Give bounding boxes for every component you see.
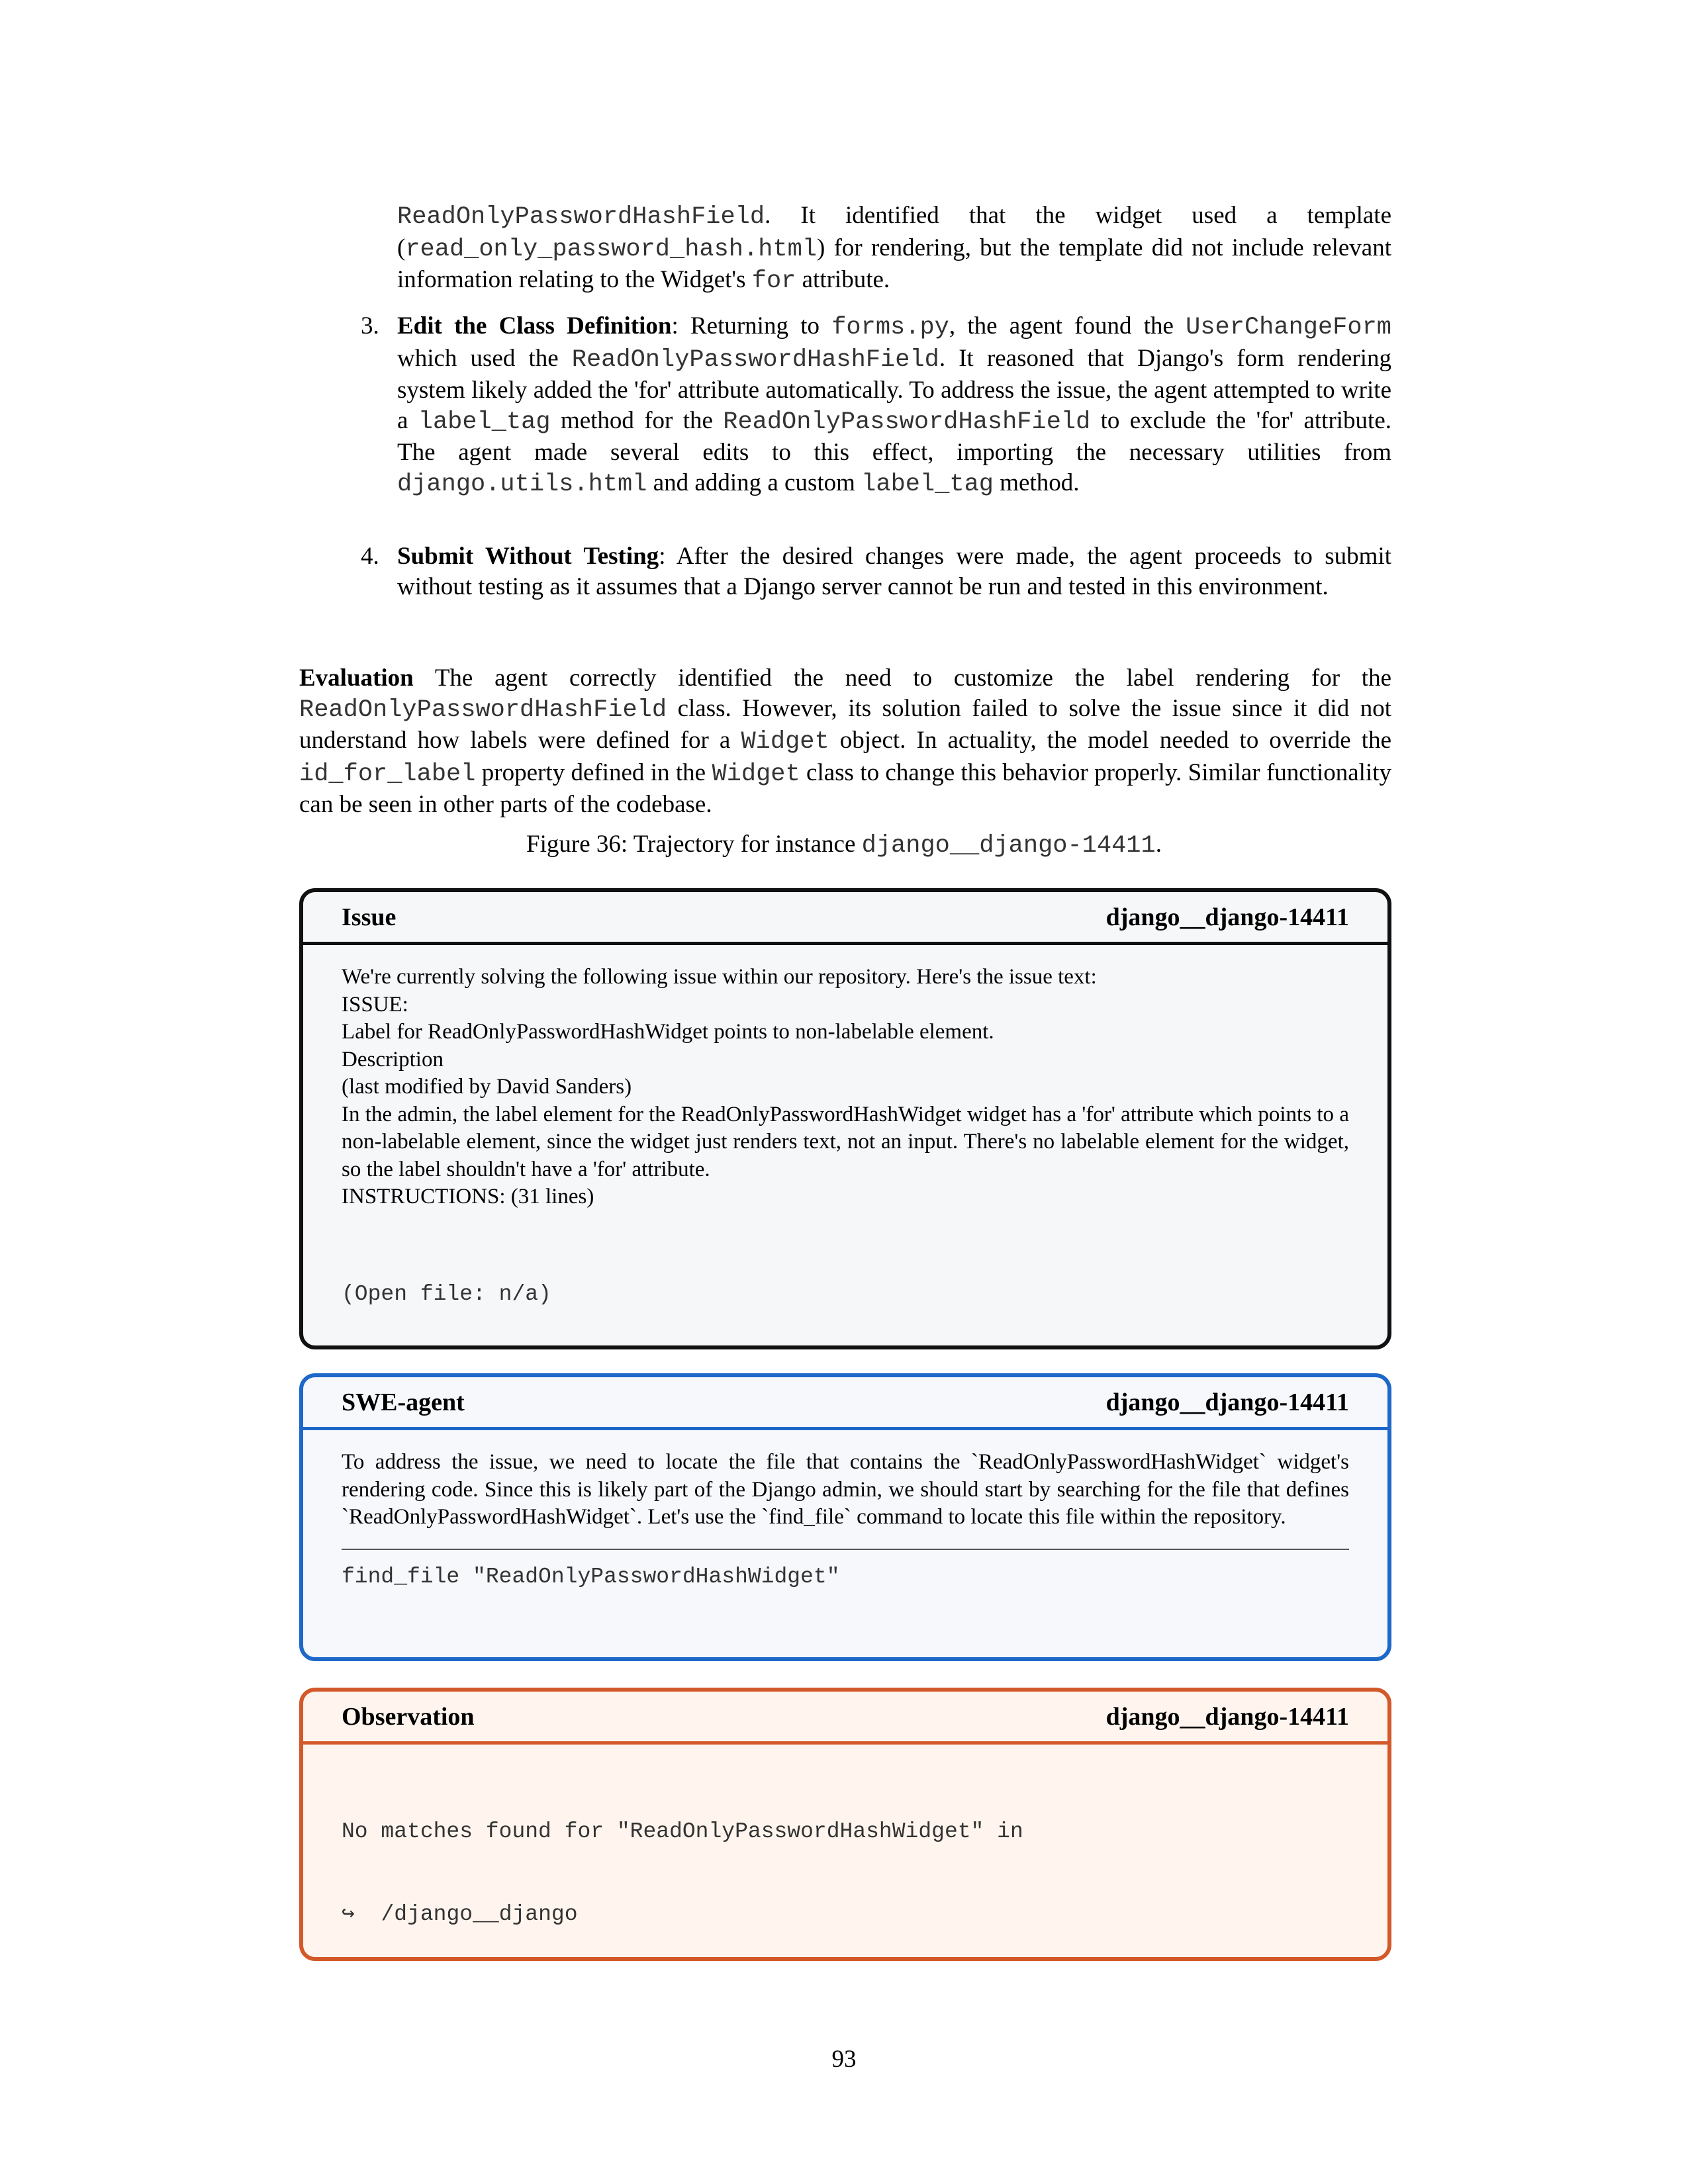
- code-span: ReadOnlyPasswordHashField: [299, 696, 667, 724]
- evaluation-paragraph: Evaluation The agent correctly identified the need to customize the label rendering for the ReadOnlyPasswordHashField class. However, its solution failed to solve the issue since it did not understand how labels were defined for a Widget object. In actuality, the model needed to override the id_for_label property defined in the Widget class to change this behavior properly. Similar functionality can be seen in other parts of the codebase.: [299, 664, 1391, 819]
- issue-line: We're currently solving the following issue within our repository. Here's the issue text:: [342, 965, 1097, 989]
- continued-list-paragraph: ReadOnlyPasswordHashField. It identified that the widget used a template (read_only_password_hash.html) for rendering, but the template did not include relevant information relating to the Widget's for attribute.: [397, 202, 1391, 296]
- code-span: django.utils.html: [397, 470, 647, 498]
- observation-box-body: [303, 1745, 1387, 1961]
- divider: [342, 1549, 1349, 1550]
- figure-caption: Figure 36: Trajectory for instance django__django-14411.: [526, 831, 1162, 860]
- code-span: ReadOnlyPasswordHashField: [397, 203, 765, 231]
- agent-box-header: [303, 1377, 1387, 1430]
- observation-output: [342, 1763, 1349, 1961]
- issue-paragraph: In the admin, the label element for the ReadOnlyPasswordHashWidget widget has a 'for' attribute which points to a non-labelable element, since the widget just renders text, not an input. There's no labelable element for the widget, so the label shouldn't have a 'for' attribute.: [342, 1102, 1349, 1181]
- issue-instructions: INSTRUCTIONS: (31 lines): [342, 1185, 594, 1208]
- code-span: forms.py: [831, 314, 949, 341]
- list-item-heading: Submit Without Testing: [397, 543, 659, 570]
- code-span: for: [751, 267, 796, 296]
- instance-id: django__django-14411: [1105, 903, 1349, 931]
- issue-line: Description: [342, 1047, 444, 1071]
- code-span: UserChangeForm: [1186, 314, 1391, 341]
- issue-line: (last modified by David Sanders): [342, 1075, 632, 1099]
- code-span: label_tag: [861, 470, 994, 498]
- instance-id: django__django-14411: [1105, 1388, 1349, 1416]
- code-span: django__django-14411: [861, 832, 1156, 860]
- agent-thought: To address the issue, we need to locate the file that contains the `ReadOnlyPasswordHashWidget` widget's rendering code. Since this is likely part of the Django admin, we should start by searching for the file that defines `ReadOnlyPasswordHashWidget`. Let's use the `find_file` command to locate this file within the repository.: [342, 1450, 1349, 1529]
- instance-id: django__django-14411: [1105, 1702, 1349, 1731]
- code-line: ↪ /django__django: [342, 1901, 578, 1927]
- list-number: 3.: [361, 312, 379, 340]
- agent-command: find_file "ReadOnlyPasswordHashWidget": [342, 1564, 840, 1589]
- code-span: Widget: [741, 728, 829, 756]
- code-span: Widget: [712, 760, 800, 788]
- code-span: label_tag: [418, 408, 551, 436]
- issue-line: ISSUE:: [342, 992, 408, 1017]
- evaluation-heading: Evaluation: [299, 664, 414, 692]
- code-span: ReadOnlyPasswordHashField: [571, 345, 939, 374]
- swe-agent-box: [299, 1373, 1391, 1661]
- code-span: ReadOnlyPasswordHashField: [723, 408, 1091, 436]
- list-item-heading: Edit the Class Definition: [397, 312, 672, 340]
- list-item-4: 4. Submit Without Testing: After the desired changes were made, the agent proceeds to submit without testing as it assumes that a Django server cannot be run and tested in this environment.: [361, 543, 1391, 600]
- box-title: Issue: [342, 903, 397, 931]
- issue-box: [299, 888, 1391, 1349]
- page-number: 93: [831, 2046, 857, 2073]
- issue-terminal-state: [342, 1226, 1349, 1350]
- observation-box: [299, 1688, 1391, 1961]
- issue-line: Label for ReadOnlyPasswordHashWidget points to non-labelable element.: [342, 1020, 994, 1044]
- box-title: Observation: [342, 1702, 475, 1731]
- issue-box-header: [303, 892, 1387, 945]
- issue-box-body: [303, 945, 1387, 1349]
- code-span: read_only_password_hash.html: [405, 235, 818, 263]
- box-title: SWE-agent: [342, 1388, 465, 1416]
- code-line: No matches found for "ReadOnlyPasswordHashWidget" in: [342, 1819, 1023, 1844]
- list-number: 4.: [361, 543, 379, 570]
- issue-text: [342, 964, 1349, 1211]
- list-item-3: 3. Edit the Class Definition: Returning to forms.py, the agent found the UserChangeForm which used the ReadOnlyPasswordHashField. It reasoned that Django's form rendering system likely added the 'for' attribute automatically. To address the issue, the agent attempted to write a label_tag method for the ReadOnlyPasswordHashField to exclude the 'for' attribute. The agent made several edits to this effect, importing the necessary utilities from django.utils.html and adding a custom label_tag method.: [361, 312, 1391, 498]
- code-line: (Open file: n/a): [342, 1281, 551, 1306]
- observation-box-header: [303, 1692, 1387, 1745]
- code-span: id_for_label: [299, 760, 476, 788]
- agent-box-body: [303, 1430, 1387, 1590]
